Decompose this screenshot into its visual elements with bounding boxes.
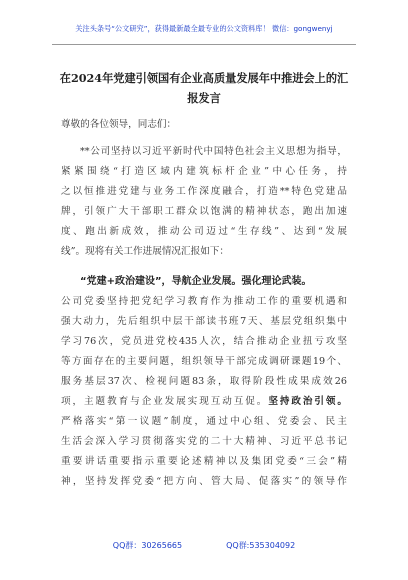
title-line-2: 报发言 — [187, 91, 221, 105]
paragraph-line: 线”。现将有关工作进展情况汇报如下： — [61, 246, 229, 257]
paragraph-line: 度、跑出新成效，推动公司迈过“生存线”、达到“发展 — [61, 226, 347, 237]
paragraph-line: 牌，引领广大干部职工群众以饱满的精神状态，跑出加速 — [61, 206, 347, 217]
intro-paragraph — [61, 142, 347, 262]
paragraph-line: 神，坚持发挥党委“把方向、管大局、促落实”的领导作 — [61, 476, 347, 487]
footer-qq-group-1: QQ群：30265665 — [112, 541, 183, 550]
paragraph-line: 等方面存在的主要问题，组织领导干部完成调研课题19个、 — [61, 356, 347, 367]
paragraph-text: 项，主题教育与企业发展实现互动互促。 — [61, 396, 269, 407]
section-1 — [61, 272, 347, 492]
inline-subheading: 坚持政治引领。 — [268, 396, 347, 407]
paragraph-line: **公司坚持以习近平新时代中国特色社会主义思想为指导， — [80, 146, 347, 157]
paragraph-line: 严格落实“第一议题”制度，通过中心组、党委会、民主 — [61, 416, 347, 427]
footer-contact — [0, 540, 408, 551]
paragraph-line: 重要讲话重要指示重要论述精神以及集团党委“三会”精 — [61, 456, 347, 467]
footer-qq-group-2: QQ群:535304092 — [226, 541, 296, 550]
paragraph-line — [61, 392, 347, 412]
paragraph-line: 公司党委坚持把党纪学习教育作为推动工作的重要机遇和 — [61, 296, 347, 307]
paragraph-line: 紧紧围绕“打造区域内建筑标杆企业”中心任务，持 — [61, 166, 347, 177]
header-notice: 关注头条号“公文研究”，获得最新最全最专业的公文资料库！ 微信：gongwenyj — [75, 24, 333, 33]
paragraph-line: 生活会深入学习贯彻落实党的二十大精神、习近平总书记 — [61, 436, 347, 447]
paragraph-line: 学习76次，党员进党校435人次，结合推动企业扭亏攻坚 — [61, 336, 347, 347]
paragraph-line: 强大动力，先后组织中层干部读书班7天、基层党组织集中 — [61, 316, 347, 327]
salutation: 尊敬的各位领导，同志们： — [61, 119, 177, 130]
header-divider — [52, 44, 356, 45]
title-line-1: 在2024年党建引领国有企业高质量发展年中推进会上的汇 — [59, 71, 349, 85]
paragraph-line: 之以恒推进党建与业务工作深度融合，打造**特色党建品 — [61, 186, 347, 197]
section-heading: “党建+政治建设”，导航企业发展。强化理论武装。 — [80, 276, 312, 287]
document-title — [58, 68, 350, 108]
paragraph-line: 服务基层37次、检视问题83条，取得阶段性成果成效26 — [61, 376, 347, 387]
